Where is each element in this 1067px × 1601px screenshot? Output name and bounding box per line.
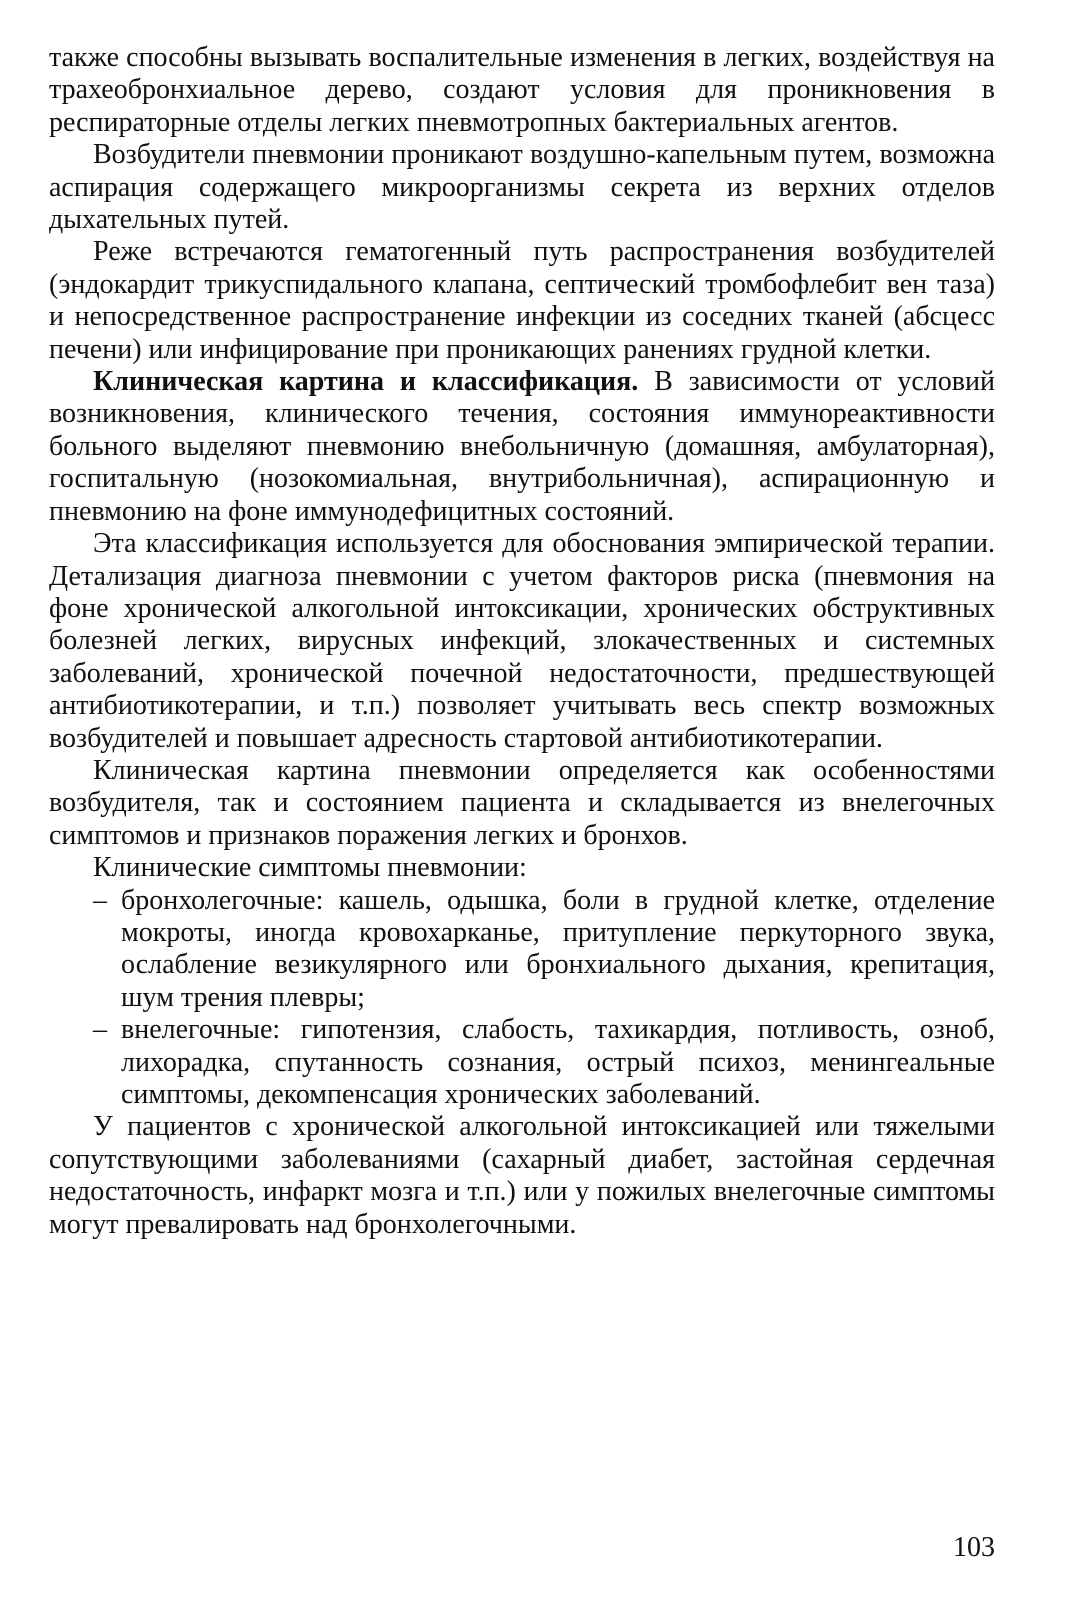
section-heading-classification: Клиническая картина и классификация. — [93, 366, 639, 398]
list-item-text: бронхолегочные: кашель, одышка, боли в грудной клетке, отделение мокроты, иногда кровохарканье, притупление перкуторного звука, ослабление везикулярного или бронхиального дыхания, крепитация, шум трения плевры; — [121, 884, 995, 1013]
paragraph-hematogenous-route: Реже встречаются гематогенный путь распространения возбудителей (эндокардит трикуспидального клапана, септический тромбофлебит вен таза) и непосредственное распространение инфекции из соседних тканей (абсцесс печени) или инфицирование при проникающих ранениях грудной клетки. — [49, 236, 995, 365]
paragraph-transmission-route: Возбудители пневмонии проникают воздушно-капельным путем, возможна аспирация содержащего микроорганизмы секрета из верхних отделов дыхательных путей. — [49, 139, 995, 236]
paragraph-elderly-patients: У пациентов с хронической алкогольной интоксикацией или тяжелыми сопутствующими заболеваниями (сахарный диабет, застойная сердечная недостаточность, инфаркт мозга и т.п.) или у пожилых внелегочные симптомы могут превалировать над бронхолегочными. — [49, 1111, 995, 1240]
paragraph-classification-body: В зависимости от условий возникновения, клинического течения, состояния иммунореактивности больного выделяют пневмонию внебольничную (домашняя, амбулаторная), госпитальную (нозокомиальная, внутрибольничная), аспирационную и пневмонию на фоне иммунодефицитных состояний. — [49, 366, 995, 527]
dash-marker: – — [93, 884, 107, 916]
list-item-text: внелегочные: гипотензия, слабость, тахикардия, потливость, озноб, лихорадка, спутанность сознания, острый психоз, менингеальные симптомы, декомпенсация хронических заболеваний. — [121, 1014, 995, 1110]
paragraph-classification — [49, 366, 995, 528]
symptoms-list — [49, 885, 995, 1112]
page-number: 103 — [953, 1532, 995, 1563]
page-text — [49, 42, 995, 1241]
paragraph-continuation: также способны вызывать воспалительные изменения в легких, воздействуя на трахеобронхиальное дерево, создают условия для проникновения в респираторные отделы легких пневмотропных бактериальных агентов. — [49, 42, 995, 138]
dash-marker: – — [93, 1014, 107, 1046]
list-item — [49, 1014, 995, 1111]
symptoms-list-lead: Клинические симптомы пневмонии: — [93, 852, 527, 884]
paragraph-empirical-therapy: Эта классификация используется для обоснования эмпирической терапии. Детализация диагноза пневмонии с учетом факторов риска (пневмония на фоне хронической алкогольной интоксикации, хронических обструктивных болезней легких, вирусных инфекций, злокачественных и системных заболеваний, хронической почечной недостаточности, предшествующей антибиотикотерапии, и т.п.) позволяет учитывать весь спектр возможных возбудителей и повышает адресность стартовой антибиотикотерапии. — [49, 528, 995, 754]
paragraph-clinical-picture: Клиническая картина пневмонии определяется как особенностями возбудителя, так и состоянием пациента и складывается из внелегочных симптомов и признаков поражения легких и бронхов. — [49, 754, 995, 851]
list-item — [49, 885, 995, 1015]
